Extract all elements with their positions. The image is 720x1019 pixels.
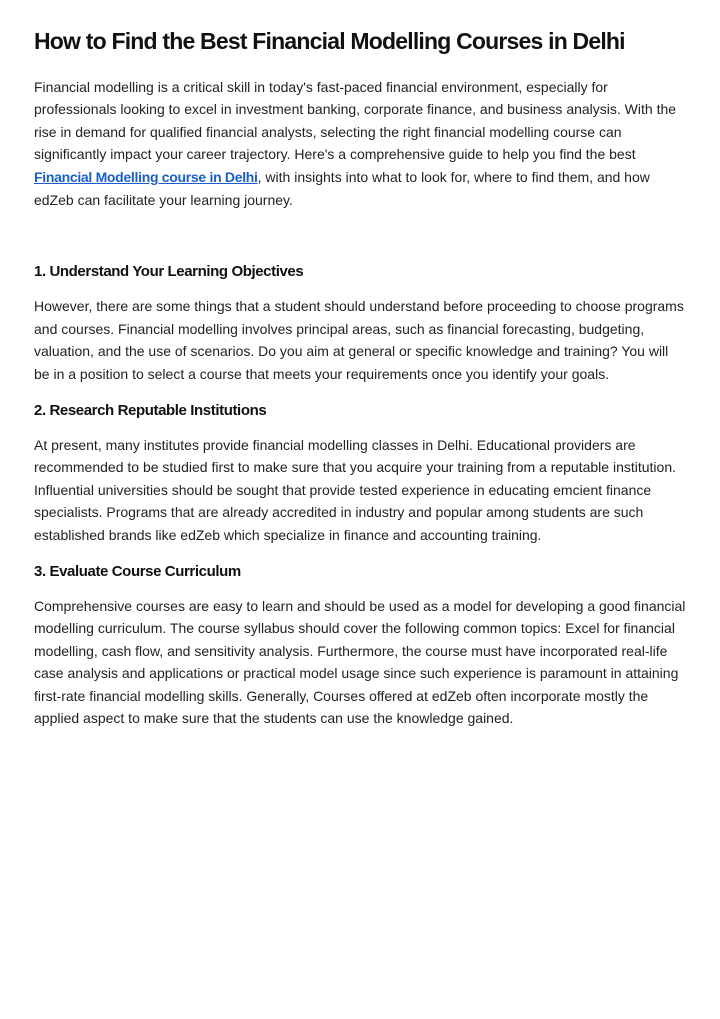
- section-heading: 3. Evaluate Course Curriculum: [34, 562, 241, 580]
- page-title: How to Find the Best Financial Modelling Courses in Delhi: [34, 28, 625, 54]
- section-body: Comprehensive courses are easy to learn and should be used as a model for developing a good financial modelling curriculum. The course syllabus should cover the following common topics: Excel for financial modelling, cash flow, and sensitivity analysis. Furthermore, the course must have incorporated real-life case analysis and applications or practical model usage since such experience is paramount in attaining first-rate financial modelling skills. Generally, Courses offered at edZeb often incorporate mostly the applied aspect to make sure that the students can use the knowledge gained.: [34, 597, 686, 727]
- section-body: At present, many institutes provide financial modelling classes in Delhi. Educational providers are recommended to be studied first to make sure that you acquire your training from a reputable institution. Influential universities should be sought that provide tested experience in educating emcient finance specialists. Programs that are already accredited in industry and popular among students are such established brands like edZeb which specialize in finance and accounting training.: [34, 436, 677, 543]
- section-heading: 2. Research Reputable Institutions: [34, 401, 267, 419]
- intro-text-before: Financial modelling is a critical skill in today's fast-paced financial environment, especially for professionals looking to excel in investment banking, corporate finance, and business analysis. With the rise in demand for qualified financial analysts, selecting the right financial modelling course can significantly impact your career trajectory. Here's a comprehensive guide to help you find the best: [34, 78, 677, 163]
- intro-paragraph: [34, 76, 686, 212]
- section-body: However, there are some things that a student should understand before proceeding to choose programs and courses. Financial modelling involves principal areas, such as financial forecasting, budgeting, valuation, and the use of scenarios. Do you aim at general or specific knowledge and training? You will be in a position to select a course that meets your requirements once you identify your goals.: [34, 298, 684, 382]
- intro-text-after: , with insights into what to look for, where to find them, and how edZeb can facilitate your learning journey.: [34, 168, 650, 208]
- course-link[interactable]: Financial Modelling course in Delhi: [34, 168, 258, 185]
- section-heading: 1. Understand Your Learning Objectives: [34, 263, 304, 281]
- section-learning-objectives: [34, 263, 686, 385]
- section-course-curriculum: [34, 563, 686, 731]
- section-reputable-institutions: [34, 402, 686, 547]
